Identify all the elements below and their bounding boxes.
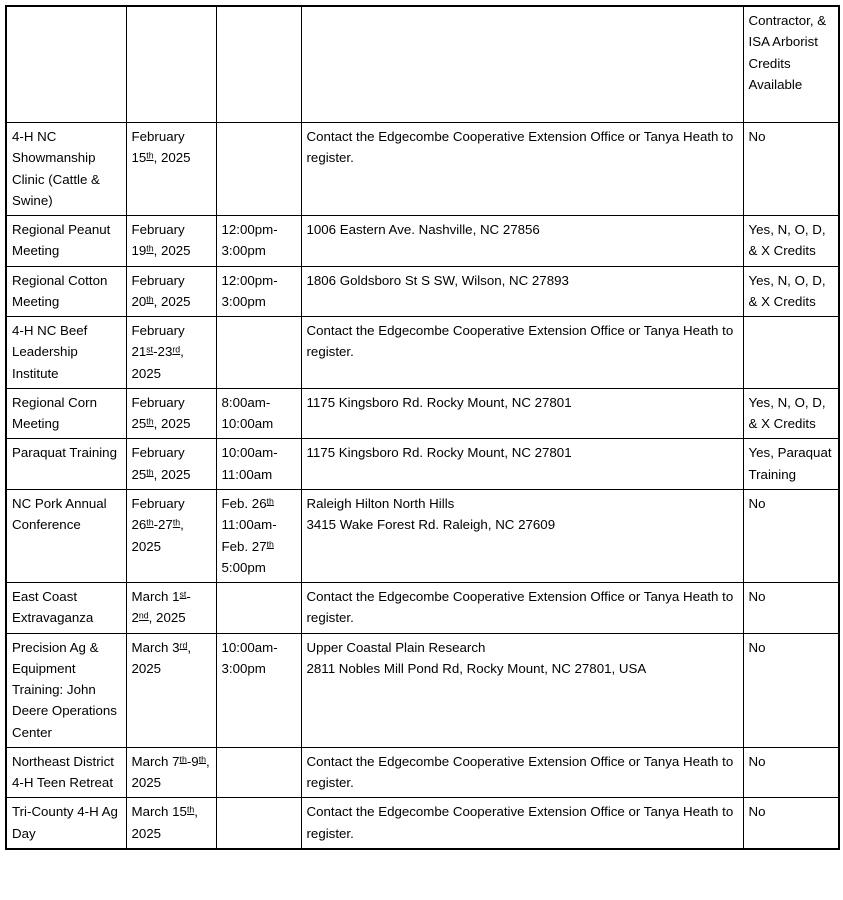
date-day: 20 — [131, 293, 147, 309]
date-year: , 2025 — [153, 243, 191, 259]
time-ordinal-suffix-end: th — [266, 538, 274, 549]
date-year: , 2025 — [153, 293, 191, 309]
events-table-body — [6, 6, 839, 849]
cell-date: February 20th, 2025 — [126, 266, 216, 317]
cell-time — [216, 583, 301, 634]
cell-event-name: 4-H NC Beef Leadership Institute — [6, 317, 126, 389]
table-row — [6, 439, 839, 490]
date-year: , 2025 — [131, 344, 184, 381]
cell-event-name: Paraquat Training — [6, 439, 126, 490]
cell-event-name: Northeast District 4-H Teen Retreat — [6, 747, 126, 798]
table-row — [6, 317, 839, 389]
cell-location — [301, 489, 743, 582]
date-ordinal-suffix: th — [146, 150, 154, 161]
date-day: 19 — [131, 243, 147, 259]
location-line: 2811 Nobles Mill Pond Rd, Rocky Mount, NC 27801, USA — [306, 660, 647, 676]
cell-date: March 3rd, 2025 — [126, 633, 216, 747]
table-row — [6, 266, 839, 317]
cell-location: Contact the Edgecombe Cooperative Extension Office or Tanya Heath to register. — [301, 798, 743, 849]
time-line — [222, 536, 296, 557]
cell-time — [216, 747, 301, 798]
header-cell-event — [6, 6, 126, 123]
date-day-end: -27 — [153, 517, 173, 533]
date-ordinal-suffix: th — [146, 294, 154, 305]
cell-location — [301, 633, 743, 747]
cell-event-name: East Coast Extravaganza — [6, 583, 126, 634]
date-year: , 2025 — [131, 804, 198, 841]
cell-date: February 26th-27th, 2025 — [126, 489, 216, 582]
date-ordinal-suffix: rd — [179, 639, 188, 650]
date-ordinal-suffix: th — [146, 517, 154, 528]
date-year: , 2025 — [153, 150, 191, 166]
time-text: 10:00am-11:00am — [221, 445, 278, 482]
date-day: 26 — [131, 517, 147, 533]
cell-event-name: Regional Peanut Meeting — [6, 216, 126, 267]
cell-event-name: 4-H NC Showmanship Clinic (Cattle & Swine) — [6, 123, 126, 216]
date-ordinal-suffix: th — [179, 754, 187, 765]
cell-time — [216, 266, 301, 317]
header-cell-credits: Contractor, & ISA Arborist Credits Available — [743, 6, 839, 123]
cell-location: Contact the Edgecombe Cooperative Extension Office or Tanya Heath to register. — [301, 123, 743, 216]
time-ordinal-suffix-start: th — [266, 496, 274, 507]
cell-event-name: Tri-County 4-H Ag Day — [6, 798, 126, 849]
cell-credits: Yes, N, O, D, & X Credits — [743, 388, 839, 439]
date-ordinal-suffix-end: th — [172, 517, 181, 528]
time-date-end: Feb. 27 — [221, 538, 267, 554]
cell-time — [216, 633, 301, 747]
cell-location: 1175 Kingsboro Rd. Rocky Mount, NC 27801 — [301, 388, 743, 439]
time-text: 12:00pm-3:00pm — [221, 272, 278, 309]
location-line: Raleigh Hilton North Hills — [306, 495, 455, 511]
cell-time — [216, 216, 301, 267]
time-date-start: Feb. 26 — [221, 495, 267, 511]
cell-location: Contact the Edgecombe Cooperative Extension Office or Tanya Heath to register. — [301, 317, 743, 389]
cell-event-name: Regional Corn Meeting — [6, 388, 126, 439]
cell-location: 1806 Goldsboro St S SW, Wilson, NC 27893 — [301, 266, 743, 317]
cell-date: February 25th, 2025 — [126, 388, 216, 439]
date-day: 25 — [131, 416, 147, 432]
date-ordinal-suffix-end: rd — [172, 344, 181, 355]
header-cell-location — [301, 6, 743, 123]
cell-credits — [743, 317, 839, 389]
date-ordinal-suffix: st — [146, 344, 154, 355]
date-year: , 2025 — [131, 753, 210, 791]
cell-time — [216, 798, 301, 849]
cell-date: March 1st-2nd, 2025 — [126, 583, 216, 634]
time-text: 8:00am-10:00am — [221, 394, 274, 432]
cell-credits: No — [743, 747, 839, 798]
date-year: , 2025 — [148, 610, 186, 626]
table-row — [6, 798, 839, 849]
cell-credits: Yes, N, O, D, & X Credits — [743, 266, 839, 317]
date-day: 15 — [172, 804, 187, 820]
date-day: 7 — [172, 753, 180, 769]
date-day: 21 — [131, 344, 147, 360]
cell-location: 1175 Kingsboro Rd. Rocky Mount, NC 27801 — [301, 439, 743, 490]
date-ordinal-suffix: th — [146, 416, 154, 427]
table-header-row — [6, 6, 839, 123]
date-ordinal-suffix: th — [146, 243, 154, 254]
cell-time — [216, 439, 301, 490]
cell-credits: No — [743, 123, 839, 216]
cell-time — [216, 317, 301, 389]
date-year: , 2025 — [131, 517, 184, 554]
cell-date: February 25th, 2025 — [126, 439, 216, 490]
table-row — [6, 216, 839, 267]
time-line — [222, 493, 296, 514]
time-text: 10:00am-3:00pm — [221, 639, 278, 676]
date-year: , 2025 — [153, 416, 191, 432]
cell-date: March 7th-9th, 2025 — [126, 747, 216, 798]
table-row — [6, 123, 839, 216]
header-cell-date — [126, 6, 216, 123]
time-text: 12:00pm-3:00pm — [221, 222, 278, 259]
cell-date: March 15th, 2025 — [126, 798, 216, 849]
table-row — [6, 388, 839, 439]
date-ordinal-suffix-end: th — [198, 754, 206, 765]
date-ordinal-suffix-end: nd — [138, 610, 149, 621]
date-day: 3 — [172, 639, 180, 655]
table-row — [6, 489, 839, 582]
cell-location: Contact the Edgecombe Cooperative Extension Office or Tanya Heath to register. — [301, 583, 743, 634]
cell-date: February 21st-23rd, 2025 — [126, 317, 216, 389]
date-day-end: -2 — [131, 589, 191, 626]
table-row — [6, 583, 839, 634]
cell-credits: No — [743, 798, 839, 849]
date-day: 1 — [172, 589, 180, 605]
location-line: 3415 Wake Forest Rd. Raleigh, NC 27609 — [306, 517, 556, 533]
cell-event-name: Regional Cotton Meeting — [6, 266, 126, 317]
cell-time — [216, 388, 301, 439]
cell-date: February 15th, 2025 — [126, 123, 216, 216]
date-ordinal-suffix: th — [186, 804, 195, 815]
date-ordinal-suffix: st — [179, 589, 187, 600]
cell-credits: Yes, Paraquat Training — [743, 439, 839, 490]
cell-credits: Yes, N, O, D, & X Credits — [743, 216, 839, 267]
cell-credits: No — [743, 633, 839, 747]
date-ordinal-suffix: th — [146, 467, 154, 478]
cell-location: 1006 Eastern Ave. Nashville, NC 27856 — [301, 216, 743, 267]
table-row — [6, 747, 839, 798]
date-day-end: -9 — [186, 753, 199, 769]
cell-time — [216, 123, 301, 216]
cell-event-name: Precision Ag & Equipment Training: John Deere Operations Center — [6, 633, 126, 747]
date-day: 25 — [131, 466, 147, 482]
cell-location: Contact the Edgecombe Cooperative Extension Office or Tanya Heath to register. — [301, 747, 743, 798]
cell-credits: No — [743, 489, 839, 582]
cell-time — [216, 489, 301, 582]
cell-date: February 19th, 2025 — [126, 216, 216, 267]
events-table — [5, 5, 840, 850]
date-year: , 2025 — [131, 639, 192, 676]
date-day: 15 — [131, 150, 147, 166]
date-day-end: -23 — [153, 344, 173, 360]
table-row — [6, 633, 839, 747]
cell-event-name: NC Pork Annual Conference — [6, 489, 126, 582]
time-line: 5:00pm — [221, 559, 266, 575]
date-year: , 2025 — [153, 466, 191, 482]
location-line: Upper Coastal Plain Research — [306, 639, 486, 655]
header-cell-time — [216, 6, 301, 123]
time-line: 11:00am- — [221, 517, 277, 533]
cell-credits: No — [743, 583, 839, 634]
